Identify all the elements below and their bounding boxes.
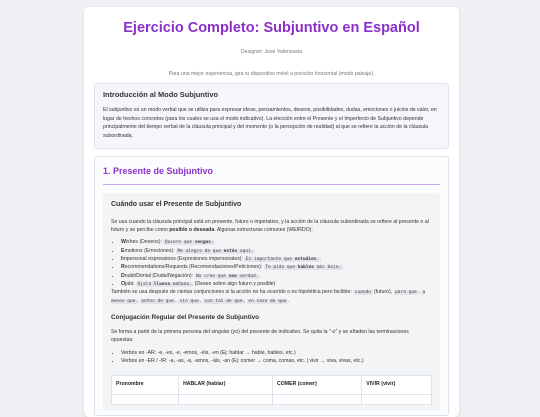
when-text <box>111 218 432 235</box>
when-text-a: Se usa cuando la cláusula principal está en presente, futuro o imperativo, y la acción de la cláusula subordinada se refiere al presente o al futuro y se percibe como <box>111 218 429 233</box>
example-a: Ojalá <box>137 281 154 287</box>
example-b: verdad. <box>236 273 259 279</box>
list-item <box>121 272 432 280</box>
table-cell <box>273 394 362 404</box>
weirdo-label: mpersonal expressions (Expresiones impersonales): <box>122 255 245 262</box>
list-item: • Verbos en -AR: -e, -es, -e, -emos, -éis, -en (Ej: hablar → hable, hables, etc.) <box>121 349 432 357</box>
table-cell <box>362 394 432 404</box>
example-a: No creo que <box>196 273 229 279</box>
example-b: . <box>210 240 214 246</box>
weirdo-letter: W <box>121 239 126 246</box>
example-verb: estés <box>223 248 238 254</box>
section-heading: 1. Presente de Subjuntivo <box>103 165 440 185</box>
example-verb: vengas <box>194 240 211 246</box>
conjunction-code: antes de que <box>141 298 174 304</box>
example-a: Me alegro de que <box>177 248 224 254</box>
table-header-cell: VIVIR (vivir) <box>362 376 432 395</box>
list-item <box>121 280 432 288</box>
weirdo-label: oubt/Denial (Duda/Negación): <box>124 272 195 279</box>
example-verb: hables <box>297 265 315 271</box>
example-a: Quiero que <box>164 240 195 246</box>
weirdo-note: (Deseo sobre algo futuro y posible) <box>193 280 276 287</box>
intro-text: El subjuntivo es un modo verbal que se utiliza para expresar ideas, pensamientos, deseos, posibilidades, dudas, emociones o juicios de valor, en lugar de hechos concretos (para los cuales se usa el modo indicativo). La elección entre el Presente y el Imperfecto de Subjuntivo depende principalmente del tiempo verbal de la cláusula principal y del momento (o la percepción de realidad) al que se refiere la acción de la cláusula subordinada. <box>103 107 437 139</box>
designer-credit: Designer: José Valenzuela <box>240 49 303 56</box>
when-text-bold: posible o deseada <box>169 227 215 233</box>
weirdo-list <box>121 238 432 288</box>
conjunction-code: a menos que <box>111 290 426 304</box>
example-a: Es importante que <box>245 256 295 262</box>
table-header-cell: COMER (comer) <box>273 376 362 395</box>
example-code <box>163 240 215 245</box>
conjunctions-intro: También se usa después de ciertas conjunciones si la acción no ha ocurrido o es hipotética pero factible: <box>111 289 354 296</box>
example-verb: llueva <box>153 281 171 287</box>
list-item <box>121 247 432 255</box>
weirdo-letter: E <box>121 247 125 254</box>
when-to-use-box <box>103 193 440 411</box>
example-code <box>176 249 255 254</box>
table-cell <box>179 394 273 404</box>
example-code <box>264 265 343 270</box>
weirdo-letter: D <box>121 272 125 279</box>
intro-box <box>94 83 449 148</box>
conjunction-code: sin que <box>179 298 199 304</box>
example-code <box>244 257 320 262</box>
example-verb: estudies <box>294 256 317 262</box>
example-b: . <box>316 256 320 262</box>
list-item <box>121 255 432 263</box>
example-code <box>136 282 193 287</box>
conjugation-text: Se forma a partir de la primera persona del singular (yo) del presente de indicativo. Se quita la "-o" y se añaden las terminaciones opuestas: <box>111 329 409 344</box>
weirdo-label: motions (Emociones): <box>124 247 177 254</box>
table-row <box>112 394 432 404</box>
weirdo-label: ishes (Deseos): <box>125 239 164 246</box>
table-cell <box>112 394 179 404</box>
page-title: Ejercicio Completo: Subjuntivo en Español <box>123 20 420 36</box>
exercise-page <box>84 7 459 417</box>
list-item: • Verbos en -ER / -IR: -a, -as, -a, -amos, -áis, -an (Ej: comer → coma, comas, etc. | vivir → viva, vivas, etc.) <box>121 357 432 365</box>
conjugation-list <box>121 349 432 366</box>
weirdo-label: jalá: <box>125 280 137 287</box>
conjugation-heading: Conjugación Regular del Presente de Subjuntivo <box>111 313 260 321</box>
orientation-note: Para una mejor experiencia, gira tu dispositivo móvil a posición horizontal (modo paisaje). <box>168 70 375 77</box>
when-text-b: . Algunas estructuras comunes (WEIRDO): <box>214 227 313 233</box>
example-code <box>195 274 260 279</box>
weirdo-letter: O <box>121 280 126 287</box>
weirdo-letter: I <box>121 255 123 262</box>
list-item <box>121 263 432 271</box>
conjunction-code: en caso de que <box>248 298 287 304</box>
conjunction-code: con tal de que <box>204 298 243 304</box>
example-verb: sea <box>228 273 237 279</box>
conjunction-code: cuando <box>354 290 371 296</box>
table-header-cell: Pronombre <box>112 376 179 395</box>
weirdo-label: ecommendations/Requests (Recomendaciones/Peticiones): <box>124 264 264 271</box>
example-b: aquí. <box>237 248 254 254</box>
example-a: Te pido que <box>265 265 298 271</box>
conjunction-code: para que <box>395 290 417 296</box>
conjunctions-text: También se usa después de ciertas conjunciones si la acción no ha ocurrido o es hipotética pero factible: cuando (futuro), para que , a menos que , antes de que , sin que , con tal de que , en caso de que . <box>111 289 426 304</box>
future-label: (futuro), <box>373 289 393 296</box>
table-header-cell: HABLAR (hablar) <box>179 376 273 395</box>
conjugation-table <box>111 375 432 405</box>
weirdo-letter: R <box>121 264 125 271</box>
list-item <box>121 238 432 246</box>
example-b: más bajo. <box>314 265 342 271</box>
table-header-row <box>112 376 432 395</box>
section-presente-subjuntivo <box>94 156 449 416</box>
example-b: mañana. <box>170 281 192 287</box>
when-heading: Cuándo usar el Presente de Subjuntivo <box>111 200 242 208</box>
intro-heading: Introducción al Modo Subjuntivo <box>103 90 218 100</box>
